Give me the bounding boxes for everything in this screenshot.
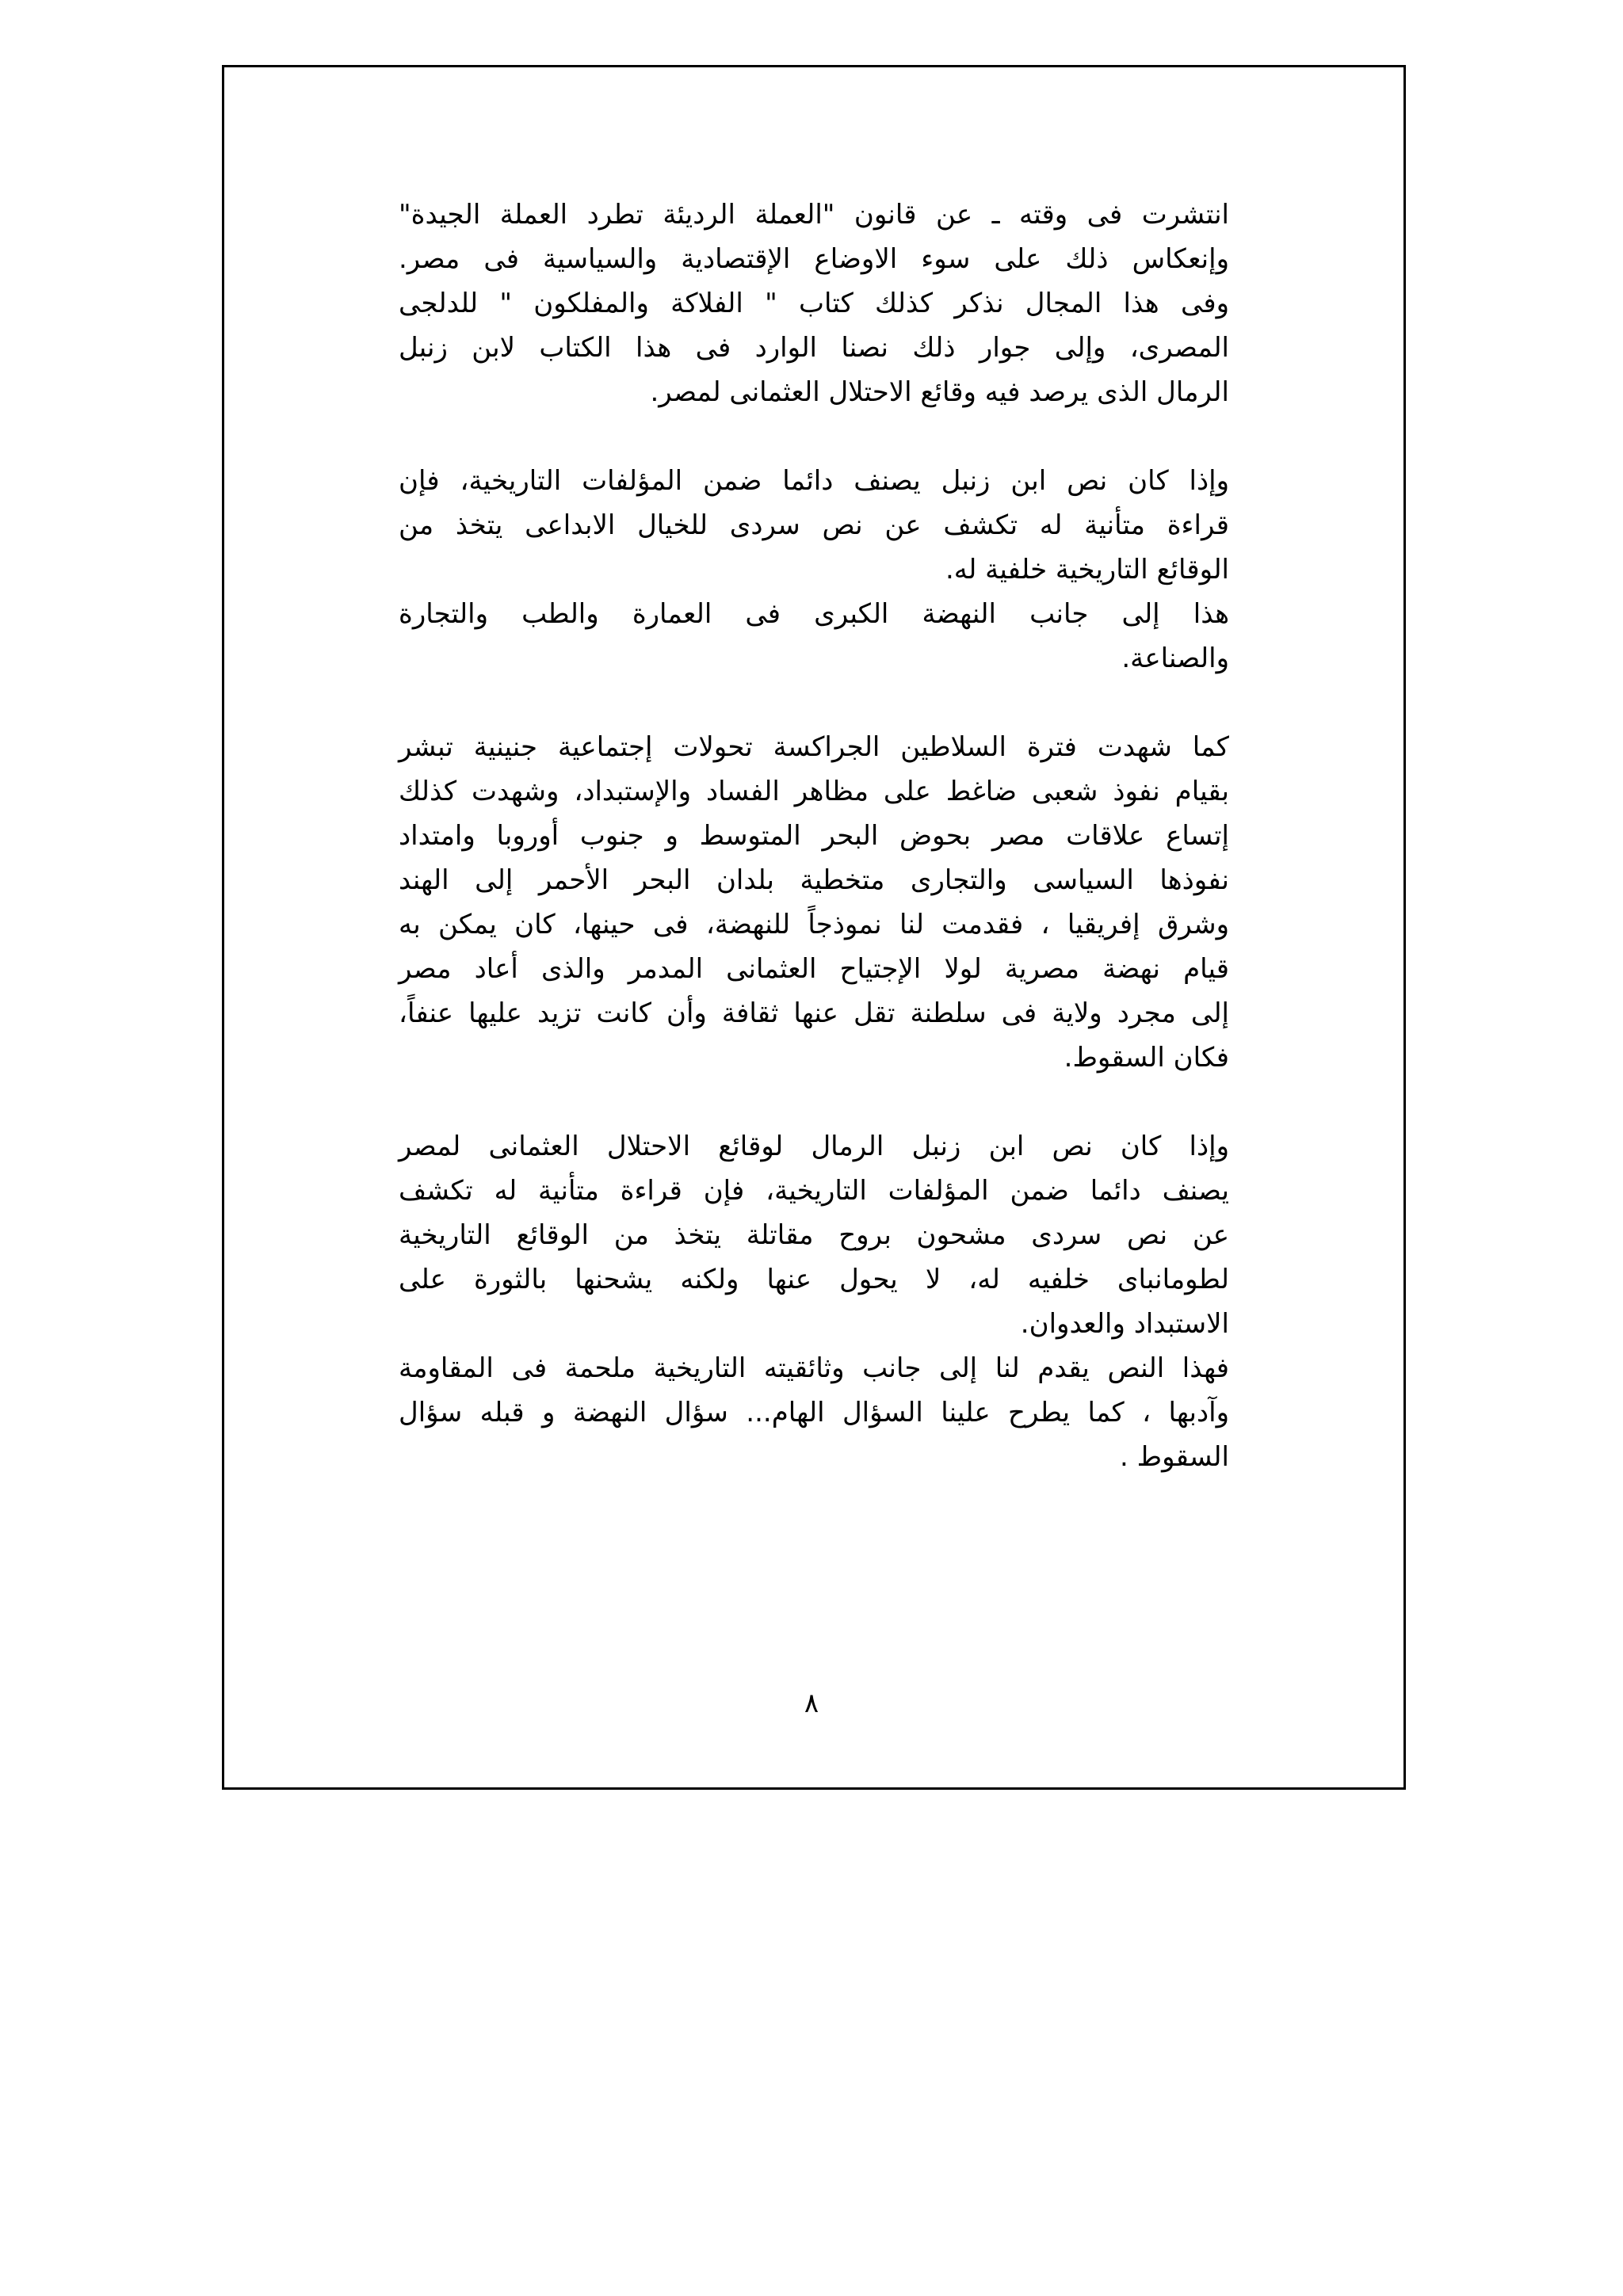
text-line: نفوذها السياسى والتجارى متخطية بلدان البحر الأحمر إلى الهند (399, 864, 1229, 896)
text-line: والصناعة. (1121, 643, 1229, 674)
text-line: فكان السقوط. (1064, 1042, 1229, 1074)
text-line: وشرق إفريقيا ، فقدمت لنا نموذجاً للنهضة، فى حينها، كان يمكن به (399, 909, 1229, 940)
paragraph-1 (399, 193, 1229, 414)
text-line: وفى هذا المجال نذكر كذلك كتاب " الفلاكة والمفلكون " للدلجى (399, 288, 1229, 319)
text-line: قيام نهضة مصرية لولا الإجتياح العثمانى المدمر والذى أعاد مصر (399, 953, 1229, 985)
text-line: الرمال الذى يرصد فيه وقائع الاحتلال العثمانى لمصر. (650, 376, 1229, 408)
text-line: يصنف دائما ضمن المؤلفات التاريخية، فإن قراءة متأنية له تكشف (399, 1175, 1229, 1207)
paragraph-3 (399, 592, 1229, 681)
text-line: السقوط . (1120, 1441, 1229, 1473)
paragraph-6 (399, 1346, 1229, 1479)
text-line: إتساع علاقات مصر بحوض البحر المتوسط و جنوب أوروبا وامتداد (399, 820, 1229, 852)
text-line: انتشرت فى وقته ـ عن قانون "العملة الرديئة تطرد العملة الجيدة" (399, 199, 1229, 231)
text-line: وإذا كان نص ابن زنبل يصنف دائما ضمن المؤلفات التاريخية، فإن (399, 465, 1229, 497)
text-line: إلى مجرد ولاية فى سلطنة تقل عنها ثقافة وأن كانت تزيد عليها عنفاً، (399, 997, 1229, 1029)
text-line: قراءة متأنية له تكشف عن نص سردى للخيال الابداعى يتخذ من (399, 509, 1229, 541)
text-line: وإنعكاس ذلك على سوء الاوضاع الإقتصادية والسياسية فى مصر. (399, 243, 1229, 275)
paragraph-5 (399, 1124, 1229, 1346)
paragraph-4 (399, 725, 1229, 1080)
text-line: المصرى، وإلى جوار ذلك نصنا الوارد فى هذا الكتاب لابن زنبل (399, 332, 1229, 364)
text-line: هذا إلى جانب النهضة الكبرى فى العمارة والطب والتجارة (399, 598, 1229, 630)
paragraph-2 (399, 459, 1229, 592)
text-line: فهذا النص يقدم لنا إلى جانب وثائقيته التاريخية ملحمة فى المقاومة (399, 1352, 1229, 1384)
body-text (399, 193, 1229, 1479)
page-number: ٨ (804, 1688, 819, 1719)
text-line: لطومانباى خلفيه له، لا يحول عنها ولكنه يشحنها بالثورة على (399, 1264, 1229, 1295)
text-line: عن نص سردى مشحون بروح مقاتلة يتخذ من الوقائع التاريخية (399, 1219, 1229, 1251)
text-line: بقيام نفوذ شعبى ضاغط على مظاهر الفساد والإستبداد، وشهدت كذلك (399, 776, 1229, 807)
text-line: الوقائع التاريخية خلفية له. (945, 554, 1229, 585)
text-line: وإذا كان نص ابن زنبل الرمال لوقائع الاحتلال العثمانى لمصر (399, 1131, 1229, 1162)
text-line: كما شهدت فترة السلاطين الجراكسة تحولات إجتماعية جنينية تبشر (399, 731, 1229, 763)
text-line: الاستبداد والعدوان. (1020, 1308, 1229, 1340)
text-line: وآدبها ، كما يطرح علينا السؤال الهام... سؤال النهضة و قبله سؤال (399, 1397, 1229, 1428)
